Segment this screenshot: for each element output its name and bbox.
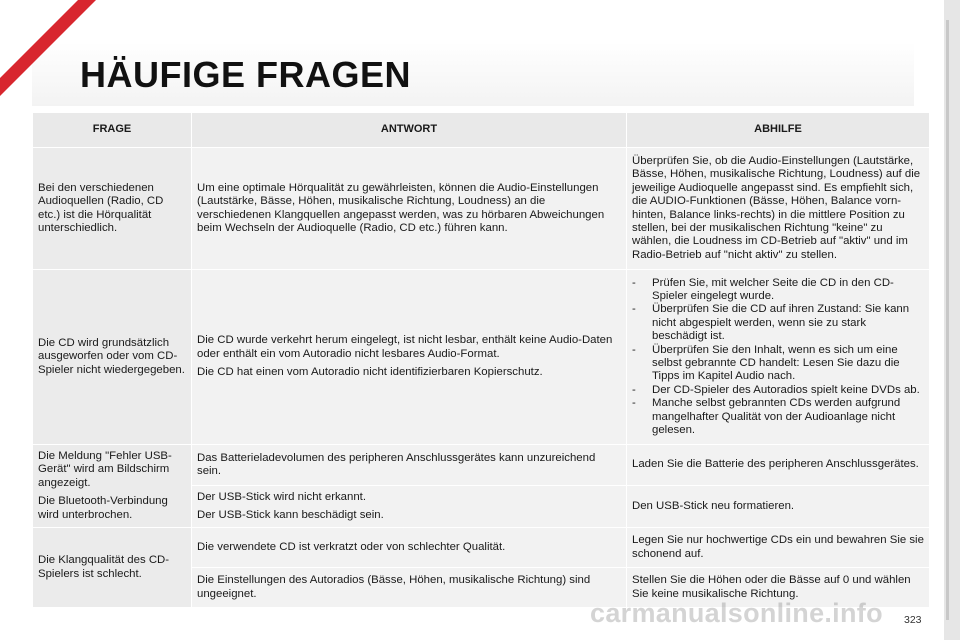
header-antwort: ANTWORT [192,113,627,148]
answer-cell: Um eine optimale Hörqualität zu gewährleisten, können die Audio-Einstellungen (Lautstärke, Bässe, Höhen, musikalische Richtung, Loudness) an die verschiedenen Klangquellen angepasst werden, was zu hörbaren Abweichungen beim Wechseln der Audioquelle (Radio, CD etc.) führen kann. [192,148,627,270]
answer-cell: Die verwendete CD ist verkratzt oder von schlechter Qualität. [192,528,627,568]
solution-cell: Den USB-Stick neu formatieren. [627,486,930,528]
table-row [33,528,930,568]
list-item: - Überprüfen Sie den Inhalt, wenn es sich um eine selbst gebrannte CD handelt: Lesen Sie dazu die Tipps im Kapitel Audio nach. [632,344,924,384]
table-row [33,270,930,445]
list-item: - Prüfen Sie, mit welcher Seite die CD in den CD-Spieler eingelegt wurde. [632,277,924,304]
question-cell: Bei den verschiedenen Audioquellen (Radio, CD etc.) ist die Hörqualität unterschiedlich. [33,148,192,270]
answer-text: Die CD hat einen vom Autoradio nicht identifizierbaren Kopierschutz. [197,366,543,379]
solution-cell: Überprüfen Sie, ob die Audio-Einstellungen (Lautstärke, Bässe, Höhen, musikalische Richtung, Loudness) auf die jeweilige Audioquelle angepasst sind. Es empfiehlt sich, die AUDIO-Funktionen (Bässe, Höhen, Balance vorn-hinten, Balance links-rechts) in die mittlere Position zu stellen, bei der musikalischen Richtung "keine" zu wählen, die Loudness im CD-Betrieb auf "aktiv" und im Radio-Betrieb auf "nicht aktiv" zu stellen. [627,148,930,270]
table-row [33,148,930,270]
table-row [33,445,930,486]
corner-marker-inner [0,0,78,78]
header-frage: FRAGE [33,113,192,148]
answer-cell: Das Batterieladevolumen des peripheren Anschlussgerätes kann unzureichend sein. [192,445,627,486]
page-number: 323 [904,614,922,626]
solution-cell: Stellen Sie die Höhen oder die Bässe auf 0 und wählen Sie keine musikalische Richtung. [627,568,930,608]
page-title: HÄUFIGE FRAGEN [80,54,411,95]
answer-cell: Die Einstellungen des Autoradios (Bässe, Höhen, musikalische Richtung) sind ungeeignet. [192,568,627,608]
list-item: - Überprüfen Sie die CD auf ihren Zustand: Sie kann nicht abgespielt werden, wenn sie zu stark beschädigt ist. [632,303,924,343]
page-edge-strip [944,0,960,640]
list-item: - Manche selbst gebrannten CDs werden aufgrund mangelhafter Qualität von der Audioanlage nicht gelesen. [632,397,924,437]
question-text: Die Bluetooth-Verbindung wird unterbrochen. [38,495,168,521]
solution-list [632,277,924,438]
question-cell: Die CD wird grundsätzlich ausgeworfen oder vom CD-Spieler nicht wiedergegeben. [33,270,192,445]
solution-cell: Legen Sie nur hochwertige CDs ein und bewahren Sie sie schonend auf. [627,528,930,568]
faq-table [32,112,930,608]
question-cell [33,445,192,528]
answer-text: Der USB-Stick kann beschädigt sein. [197,509,384,521]
answer-cell [192,270,627,445]
header-abhilfe: ABHILFE [627,113,930,148]
watermark: carmanualsonline.info [590,598,883,628]
answer-cell [192,486,627,528]
answer-text: Die CD wurde verkehrt herum eingelegt, ist nicht lesbar, enthält keine Audio-Daten oder enthält ein vom Autoradio nicht lesbares Audio-Format. [197,334,613,360]
question-text: Die Meldung "Fehler USB-Gerät" wird am Bildschirm angezeigt. [38,449,172,489]
solution-cell: Laden Sie die Batterie des peripheren Anschlussgerätes. [627,445,930,486]
answer-text: Der USB-Stick wird nicht erkannt. [197,490,367,503]
list-item: - Der CD-Spieler des Autoradios spielt keine DVDs ab. [632,384,924,397]
solution-cell [627,270,930,445]
table-header-row [33,113,930,148]
question-cell: Die Klangqualität des CD-Spielers ist schlecht. [33,528,192,608]
